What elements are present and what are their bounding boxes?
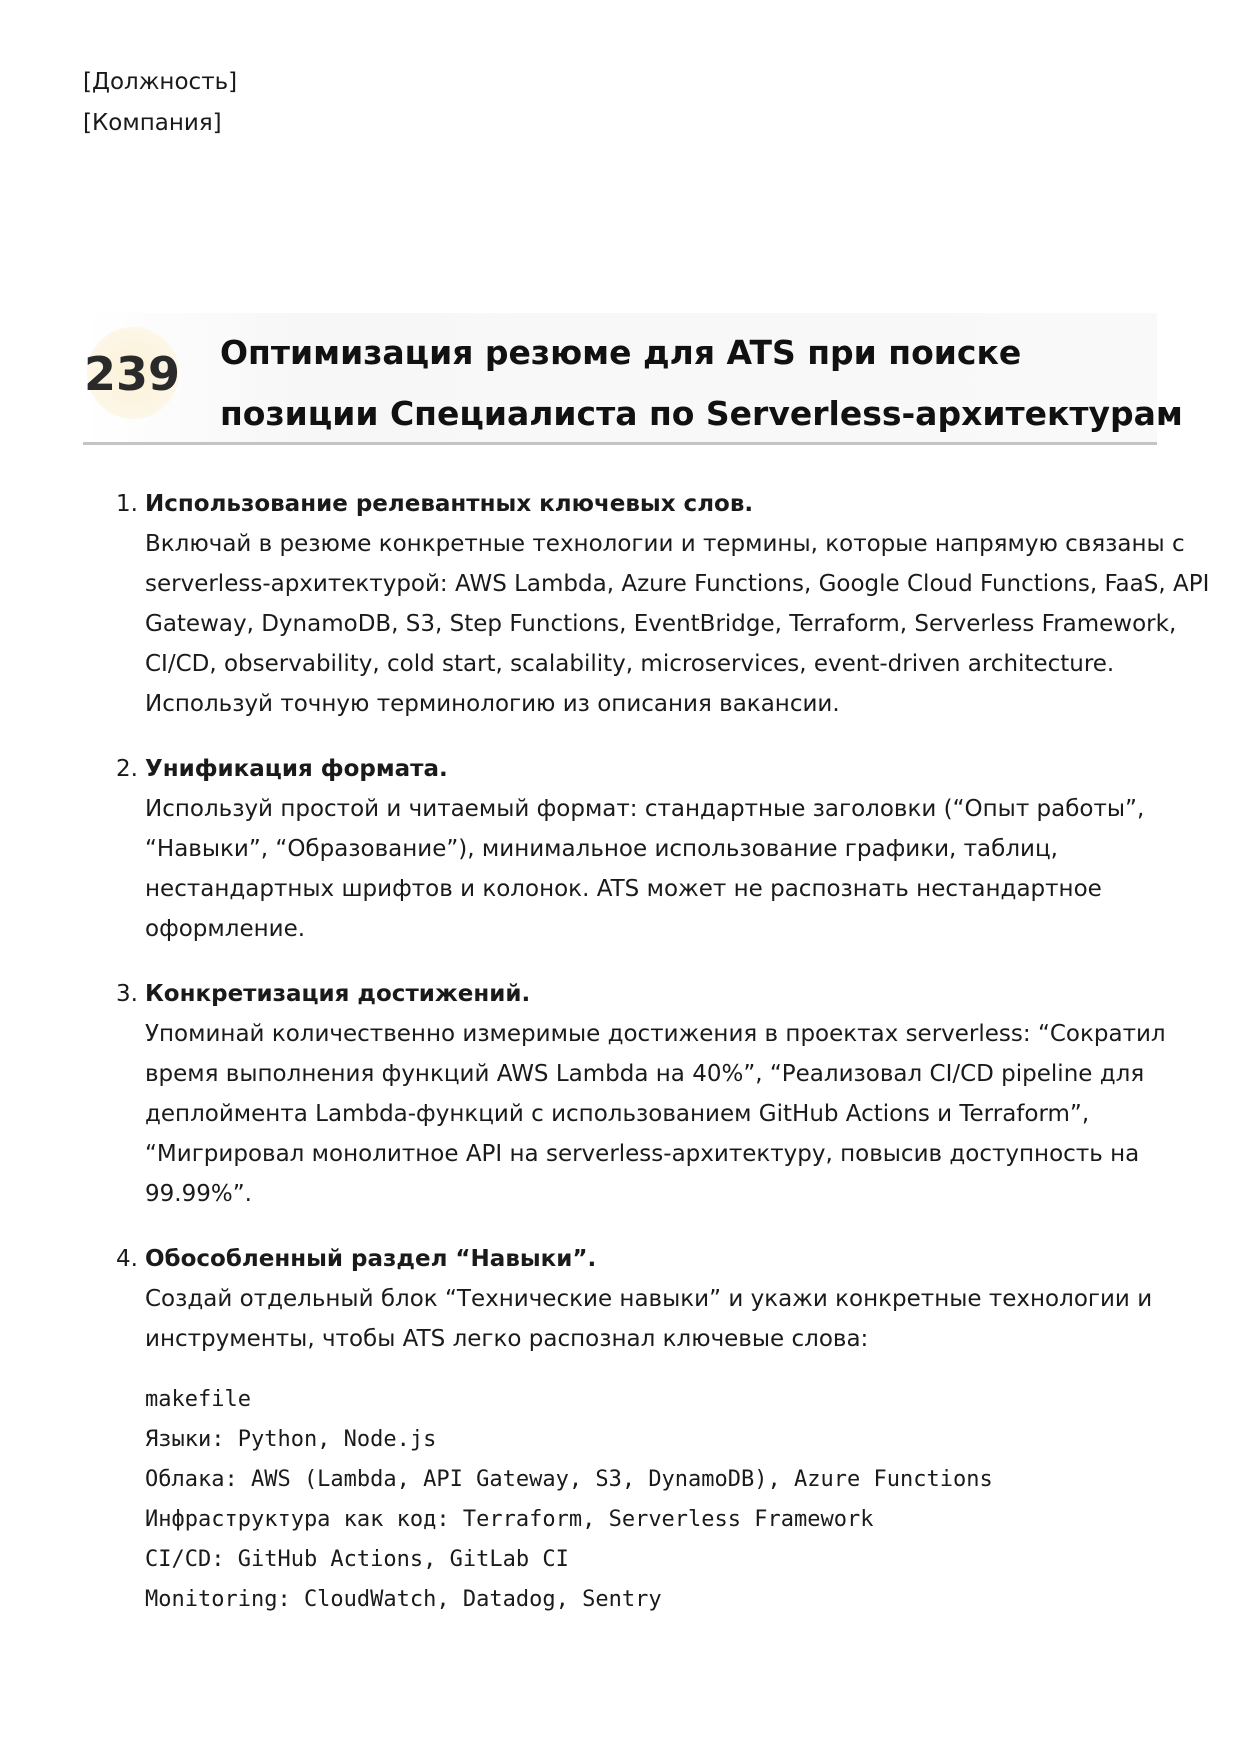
list-item: [83, 974, 1166, 1214]
item-body: [145, 789, 1163, 949]
item-line: Упоминай количественно измеримые достижения в проектах serverless: “Сократил: [145, 1021, 1166, 1047]
document-header: [83, 62, 237, 144]
item-line: Gateway, DynamoDB, S3, Step Functions, EventBridge, Terraform, Serverless Framework,: [145, 611, 1177, 637]
item-title: Использование релевантных ключевых слов.: [145, 491, 754, 517]
item-title: Обособленный раздел “Навыки”.: [145, 1246, 597, 1272]
code-line: Инфраструктура как код: Terraform, Serverless Framework: [145, 1507, 874, 1532]
item-line: serverless-архитектурой: AWS Lambda, Azure Functions, Google Cloud Functions, FaaS, API: [145, 571, 1210, 597]
item-line: Включай в резюме конкретные технологии и термины, которые напрямую связаны с: [145, 531, 1185, 557]
item-body: [145, 1279, 1163, 1359]
item-line: “Навыки”, “Образование”), минимальное использование графики, таблиц,: [145, 836, 1058, 862]
section-title: [220, 322, 1183, 444]
position-placeholder: [Должность]: [83, 69, 238, 95]
section-number: 239: [83, 347, 181, 401]
code-line: Языки: Python, Node.js: [145, 1427, 437, 1452]
item-body: [145, 1014, 1166, 1214]
list-item: [83, 484, 1210, 724]
item-line: 99.99%”.: [145, 1181, 252, 1207]
skills-code-block: [145, 1380, 1163, 1620]
item-line: “Мигрировал монолитное API на serverless-архитектуру, повысив доступность на: [145, 1141, 1140, 1167]
item-line: время выполнения функций AWS Lambda на 40%”, “Реализовал CI/CD pipeline для: [145, 1061, 1145, 1087]
item-title: Унификация формата.: [145, 756, 448, 782]
item-line: деплоймента Lambda-функций с использованием GitHub Actions и Terraform”,: [145, 1101, 1090, 1127]
list-item: [83, 749, 1163, 949]
section-title-line: Оптимизация резюме для ATS при поиске: [220, 333, 1022, 372]
tips-list: [83, 484, 1210, 1645]
item-line: Используй точную терминологию из описания вакансии.: [145, 691, 840, 717]
item-line: оформление.: [145, 916, 306, 942]
code-line: CI/CD: GitHub Actions, GitLab CI: [145, 1547, 569, 1572]
list-item: [83, 1239, 1163, 1620]
code-line: makefile: [145, 1387, 251, 1412]
item-number: 3.: [116, 981, 138, 1007]
section-title-block: [83, 313, 1183, 445]
item-number: 1.: [116, 491, 138, 517]
item-body: [145, 524, 1210, 724]
item-line: Создай отдельный блок “Технические навыки” и укажи конкретные технологии и: [145, 1286, 1153, 1312]
item-title: Конкретизация достижений.: [145, 981, 531, 1007]
item-line: инструменты, чтобы ATS легко распознал ключевые слова:: [145, 1326, 869, 1352]
item-number: 2.: [116, 756, 138, 782]
section-title-line: позиции Специалиста по Serverless-архитектурам: [220, 394, 1183, 433]
item-line: Используй простой и читаемый формат: стандартные заголовки (“Опыт работы”,: [145, 796, 1145, 822]
item-number: 4.: [116, 1246, 138, 1272]
item-line: нестандартных шрифтов и колонок. ATS может не распознать нестандартное: [145, 876, 1102, 902]
code-line: Monitoring: CloudWatch, Datadog, Sentry: [145, 1587, 662, 1612]
company-placeholder: [Компания]: [83, 110, 222, 136]
item-line: CI/CD, observability, cold start, scalability, microservices, event-driven architecture.: [145, 651, 1115, 677]
code-line: Облака: AWS (Lambda, API Gateway, S3, DynamoDB), Azure Functions: [145, 1467, 993, 1492]
